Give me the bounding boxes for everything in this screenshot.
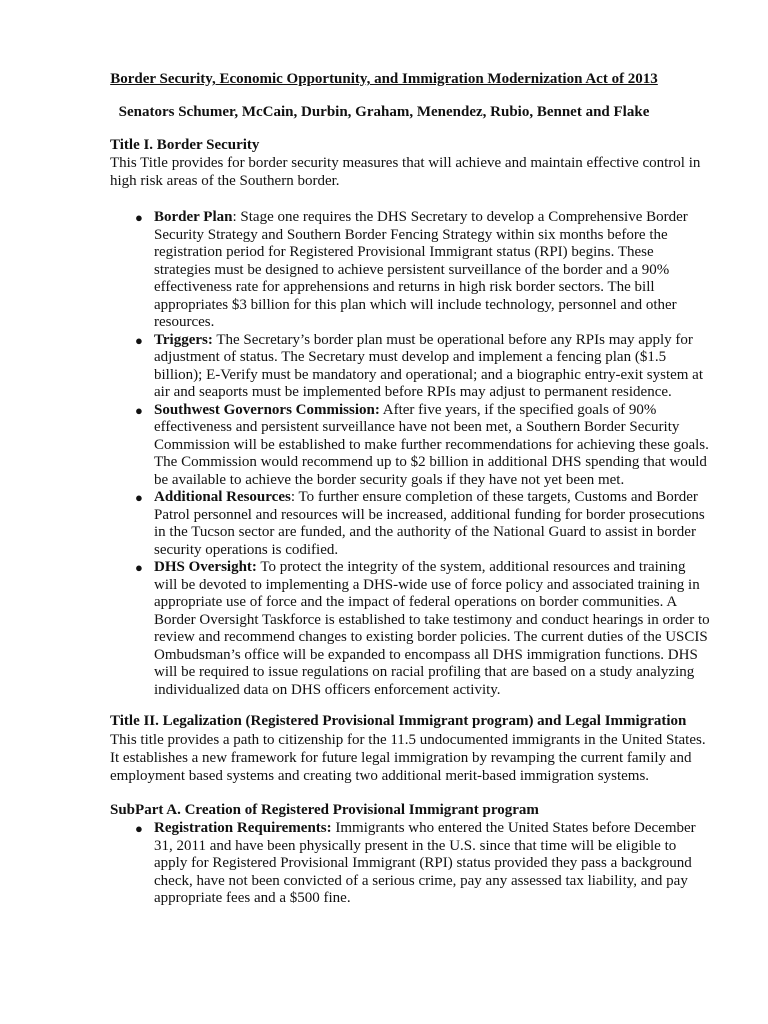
bullet-line: registration period for Registered Provisional Immigrant status (RPI) begins. These [154,244,654,260]
bullet-line: Security Strategy and Southern Border Fencing Strategy within six months before the [154,226,668,243]
bullet-line [154,402,710,420]
bullet-item [135,401,710,490]
bullet-line: Border Oversight Taskforce is established to take testimony and conduct hearings in order to [154,611,710,628]
bullet-text: : Stage one requires the DHS Secretary to develop a Comprehensive Border [232,209,688,225]
title1-heading: Title I. Border Security [110,137,260,153]
bullet-line: apply for Registered Provisional Immigrant (RPI) status provided they pass a background [154,855,692,871]
bullet-item [135,209,710,332]
bullet-lead: Triggers: [154,331,213,348]
bullet-line: resources. [154,314,215,330]
bullet-lead: Additional Resources [154,489,291,505]
bullet-line: Ombudsman’s office will be expanded to encompass all DHS immigration functions. DHS [154,646,698,663]
bullet-icon: ● [135,210,143,225]
bullet-line: will be required to issue regulations on racial profiling that are based on a study analyzing [154,664,695,680]
bullet-line: individualized data on DHS officers enforcement activity. [154,681,501,698]
bullet-line: appropriate use of force and the impact of federal operations on border communities. A [154,594,678,610]
subpart-a-bullet-list [135,820,696,908]
bullet-line: Patrol personnel and resources will be increased, additional funding for border prosecutions [154,506,705,523]
bullet-icon: ● [135,402,143,418]
bullet-line: strategies must be designed to achieve persistent surveillance of the border and a 90% [154,261,670,278]
bullet-icon: ● [135,821,143,836]
bullet-icon: ● [135,560,143,575]
bullet-line: billion); E-Verify must be mandatory and operational; and a biographic entry-exit system at [154,366,704,383]
bullet-line [154,489,710,507]
paragraph-line: It establishes a new framework for future legal immigration by revamping the current family and [110,750,692,766]
bullet-item [135,331,710,402]
title1-paragraph [110,155,700,190]
paragraph-line: high risk areas of the Southern border. [110,172,340,189]
paragraph-line: employment based systems and creating two additional merit-based immigration systems. [110,768,650,784]
bullet-line [154,332,710,350]
bullet-text: After five years, if the specified goals of 90% [379,401,657,418]
paragraph-line: This Title provides for border security measures that will achieve and maintain effective control in [110,155,701,171]
bullet-line: in the Tucson sector are funded, and the authority of the National Guard to assist in border [154,524,696,540]
bullet-line [154,559,710,577]
bullet-item [135,820,696,908]
bullet-line: adjustment of status. The Secretary must develop and implement a fencing plan ($1.5 [154,349,667,365]
title1-bullet-list [135,209,710,699]
bullet-line: be available to achieve the border security goals if they have not yet been met. [154,471,625,488]
bullet-text: The Secretary’s border plan must be operational before any RPIs may apply for [212,331,693,348]
bullet-text: : To further ensure completion of these targets, Customs and Border [290,489,698,505]
bullet-lead: Registration Requirements: [154,820,332,836]
document-title: Border Security, Economic Opportunity, and Immigration Modernization Act of 2013 [110,71,658,87]
bullet-icon: ● [135,490,143,505]
bullet-line: effectiveness and persistent surveillance have not been met, a Southern Border Security [154,419,680,435]
senators-line: Senators Schumer, McCain, Durbin, Graham, Menendez, Rubio, Bennet and Flake [118,104,650,120]
bullet-line [154,209,710,227]
bullet-item [135,559,710,699]
bullet-line [154,820,696,838]
bullet-line: The Commission would recommend up to $2 billion in additional DHS spending that would [154,454,707,470]
bullet-lead: Southwest Governors Commission: [154,401,380,418]
bullet-line: review and recommend changes to existing border policies. The current duties of the USCIS [154,629,708,645]
bullet-line: security operations is codified. [154,541,339,558]
bullet-line: Commission will be established to make further recommendations for achieving these goals. [154,436,709,453]
bullet-line: appropriate fees and a $500 fine. [154,890,351,906]
bullet-line: air and seaports must be implemented before RPIs may adjust to permanent residence. [154,384,672,400]
bullet-line: will be devoted to implementing a DHS-wide use of force policy and associated training in [154,576,700,593]
bullet-line: check, have not been convicted of a serious crime, pay any assessed tax liability, and pay [154,872,688,889]
bullet-line: 31, 2011 and have been physically present in the U.S. since that time will be eligible to [154,837,677,854]
bullet-icon: ● [135,332,143,348]
bullet-line: appropriates $3 billion for this plan which will include technology, personnel and other [154,296,677,313]
subpart-a-heading: SubPart A. Creation of Registered Provisional Immigrant program [110,802,539,818]
bullet-lead: DHS Oversight: [154,559,257,575]
bullet-lead: Border Plan [154,209,233,225]
bullet-line: effectiveness rate for apprehensions and returns in high risk border sectors. The bill [154,279,655,295]
title2-heading: Title II. Legalization (Registered Provisional Immigrant program) and Legal Immigration [110,713,687,729]
bullet-item [135,489,710,559]
title2-paragraph [110,731,706,785]
bullet-text: To protect the integrity of the system, additional resources and training [256,559,686,575]
paragraph-line: This title provides a path to citizenship for the 11.5 undocumented immigrants in the United States. [110,732,706,748]
bullet-text: Immigrants who entered the United States before December [331,820,696,836]
